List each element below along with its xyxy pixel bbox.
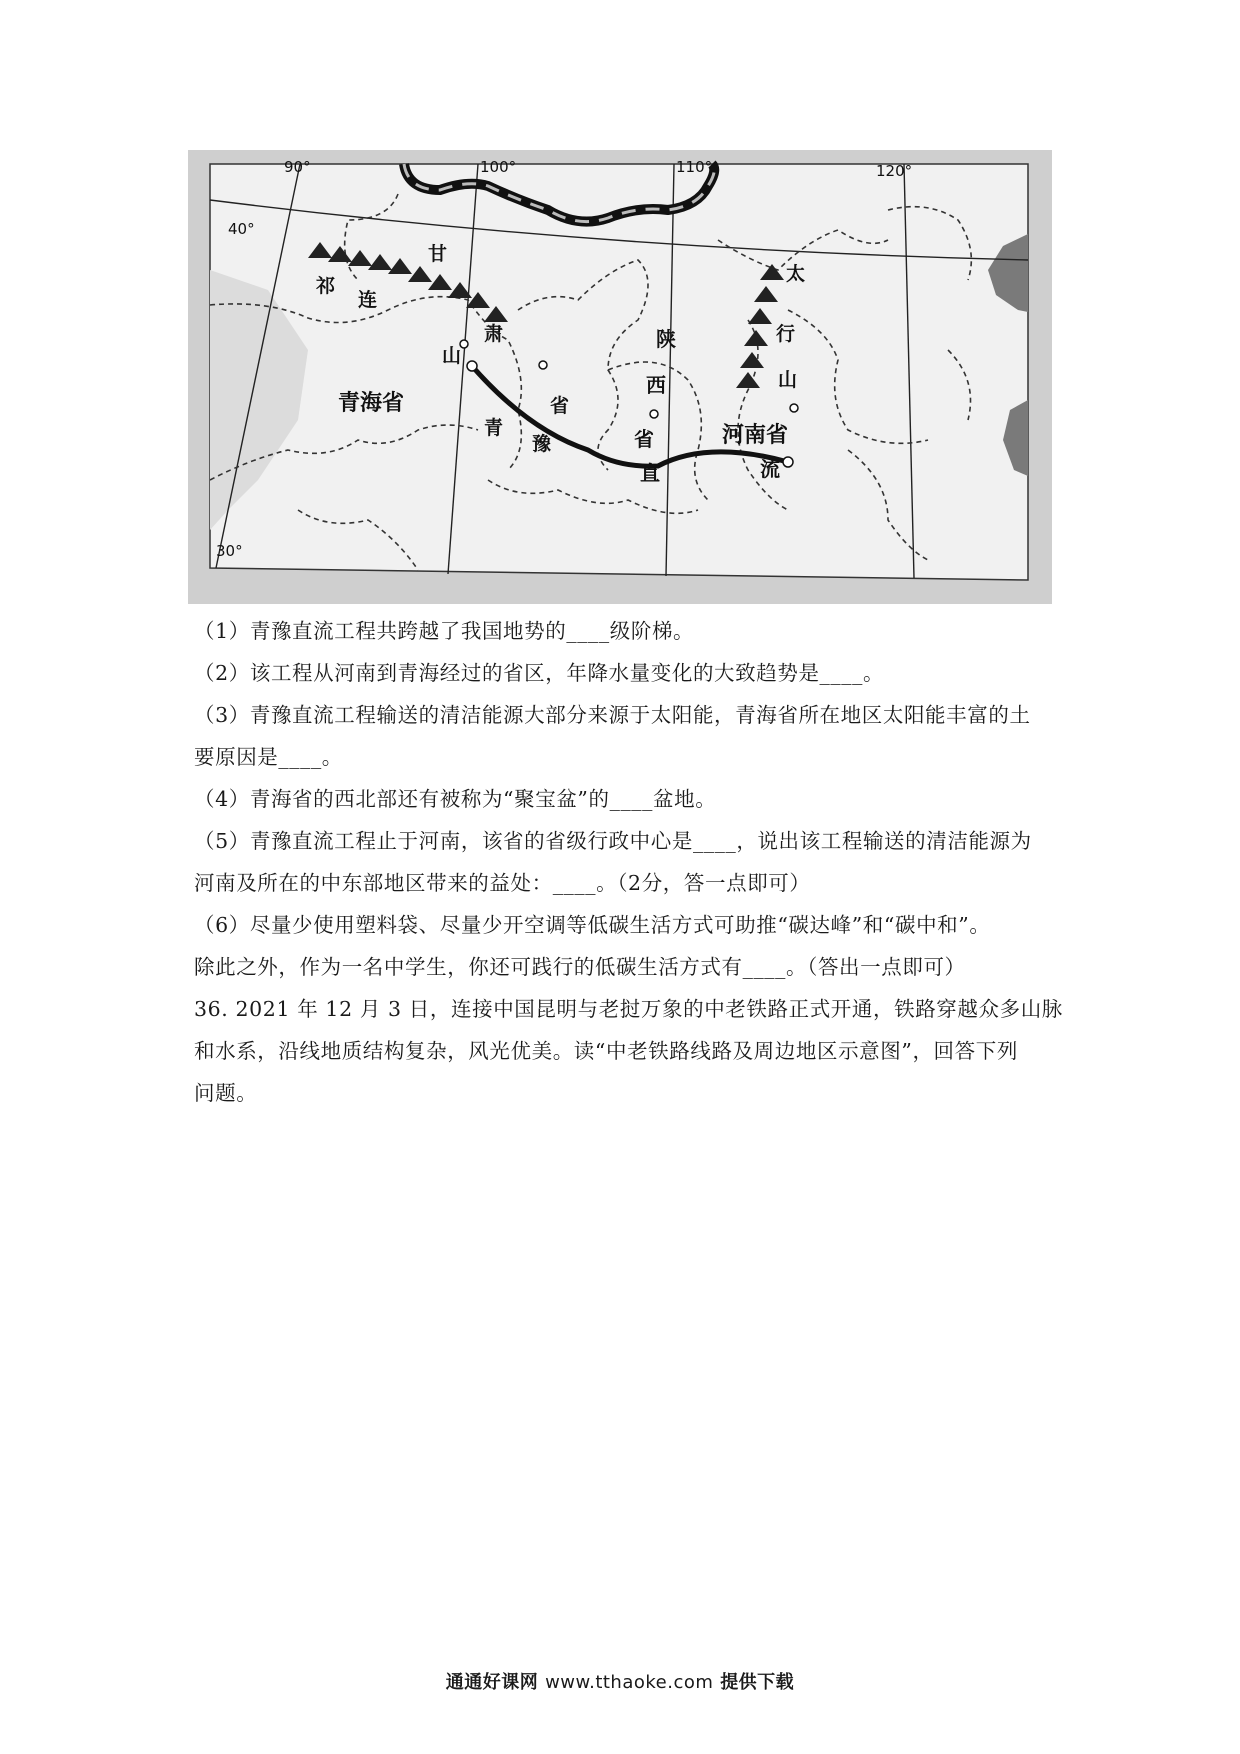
question-36-line-1: 36. 2021 年 12 月 3 日，连接中国昆明与老挝万象的中老铁路正式开通，铁路穿越众多山脉 [194, 997, 1063, 1021]
label-qinghai: 青海省 [338, 390, 405, 416]
label-henan: 河南省 [722, 422, 789, 448]
line-start-point [467, 361, 477, 371]
footer-url[interactable]: www.tthaoke.com [545, 1672, 714, 1693]
label-hang: 行 [776, 323, 796, 345]
label-lat-40: 40° [228, 220, 255, 238]
label-lat-30: 30° [216, 542, 243, 560]
label-shan: 山 [442, 345, 462, 367]
question-1: （1）青豫直流工程共跨越了我国地势的____级阶梯。 [194, 619, 695, 643]
label-taihang-shan: 山 [778, 369, 798, 391]
question-6-line-2: 除此之外，作为一名中学生，你还可践行的低碳生活方式有____。（答出一点即可） [194, 955, 966, 979]
label-lon-120: 120° [876, 162, 913, 180]
question-6-line-1: （6）尽量少使用塑料袋、尽量少开空调等低碳生活方式可助推“碳达峰”和“碳中和”。 [194, 913, 991, 937]
question-5-line-2: 河南及所在的中东部地区带来的益处：____。（2分，答一点即可） [194, 871, 811, 895]
label-route-1: 青 [484, 417, 504, 439]
label-tai: 太 [786, 263, 806, 285]
label-su: 肃 [484, 323, 504, 345]
question-3-line-1: （3）青豫直流工程输送的清洁能源大部分来源于太阳能，青海省所在地区太阳能丰富的土 [194, 703, 1031, 727]
page-footer [0, 1668, 1240, 1694]
label-lon-110: 110° [676, 158, 713, 176]
label-lon-100: 100° [480, 158, 517, 176]
footer-site: 通通好课网 [445, 1672, 539, 1693]
label-zhi: 直 [640, 461, 660, 485]
label-lon-90: 90° [284, 158, 311, 176]
label-lian: 连 [358, 289, 378, 311]
question-36-line-2: 和水系，沿线地质结构复杂，风光优美。读“中老铁路线路及周边地区示意图”，回答下列 [194, 1039, 1018, 1063]
map-figure [188, 150, 1052, 604]
label-shaan: 陕 [656, 327, 676, 351]
map-svg [188, 150, 1052, 604]
question-5-line-1: （5）青豫直流工程止于河南，该省的省级行政中心是____，说出该工程输送的清洁能源为 [194, 829, 1032, 853]
label-route-3: 省 [550, 395, 570, 417]
line-end-point [783, 457, 793, 467]
footer-tail: 提供下载 [720, 1672, 795, 1693]
label-xi: 西 [646, 373, 666, 397]
question-4: （4）青海省的西北部还有被称为“聚宝盆”的____盆地。 [194, 787, 717, 811]
label-gan: 甘 [428, 243, 448, 265]
label-sheng: 省 [634, 427, 654, 451]
question-2: （2）该工程从河南到青海经过的省区，年降水量变化的大致趋势是____。 [194, 661, 885, 685]
label-qi: 祁 [316, 275, 336, 297]
question-36-line-3: 问题。 [194, 1081, 258, 1105]
question-3-line-2: 要原因是____。 [194, 745, 343, 769]
label-liu: 流 [760, 457, 780, 481]
label-route-2: 豫 [532, 433, 552, 455]
